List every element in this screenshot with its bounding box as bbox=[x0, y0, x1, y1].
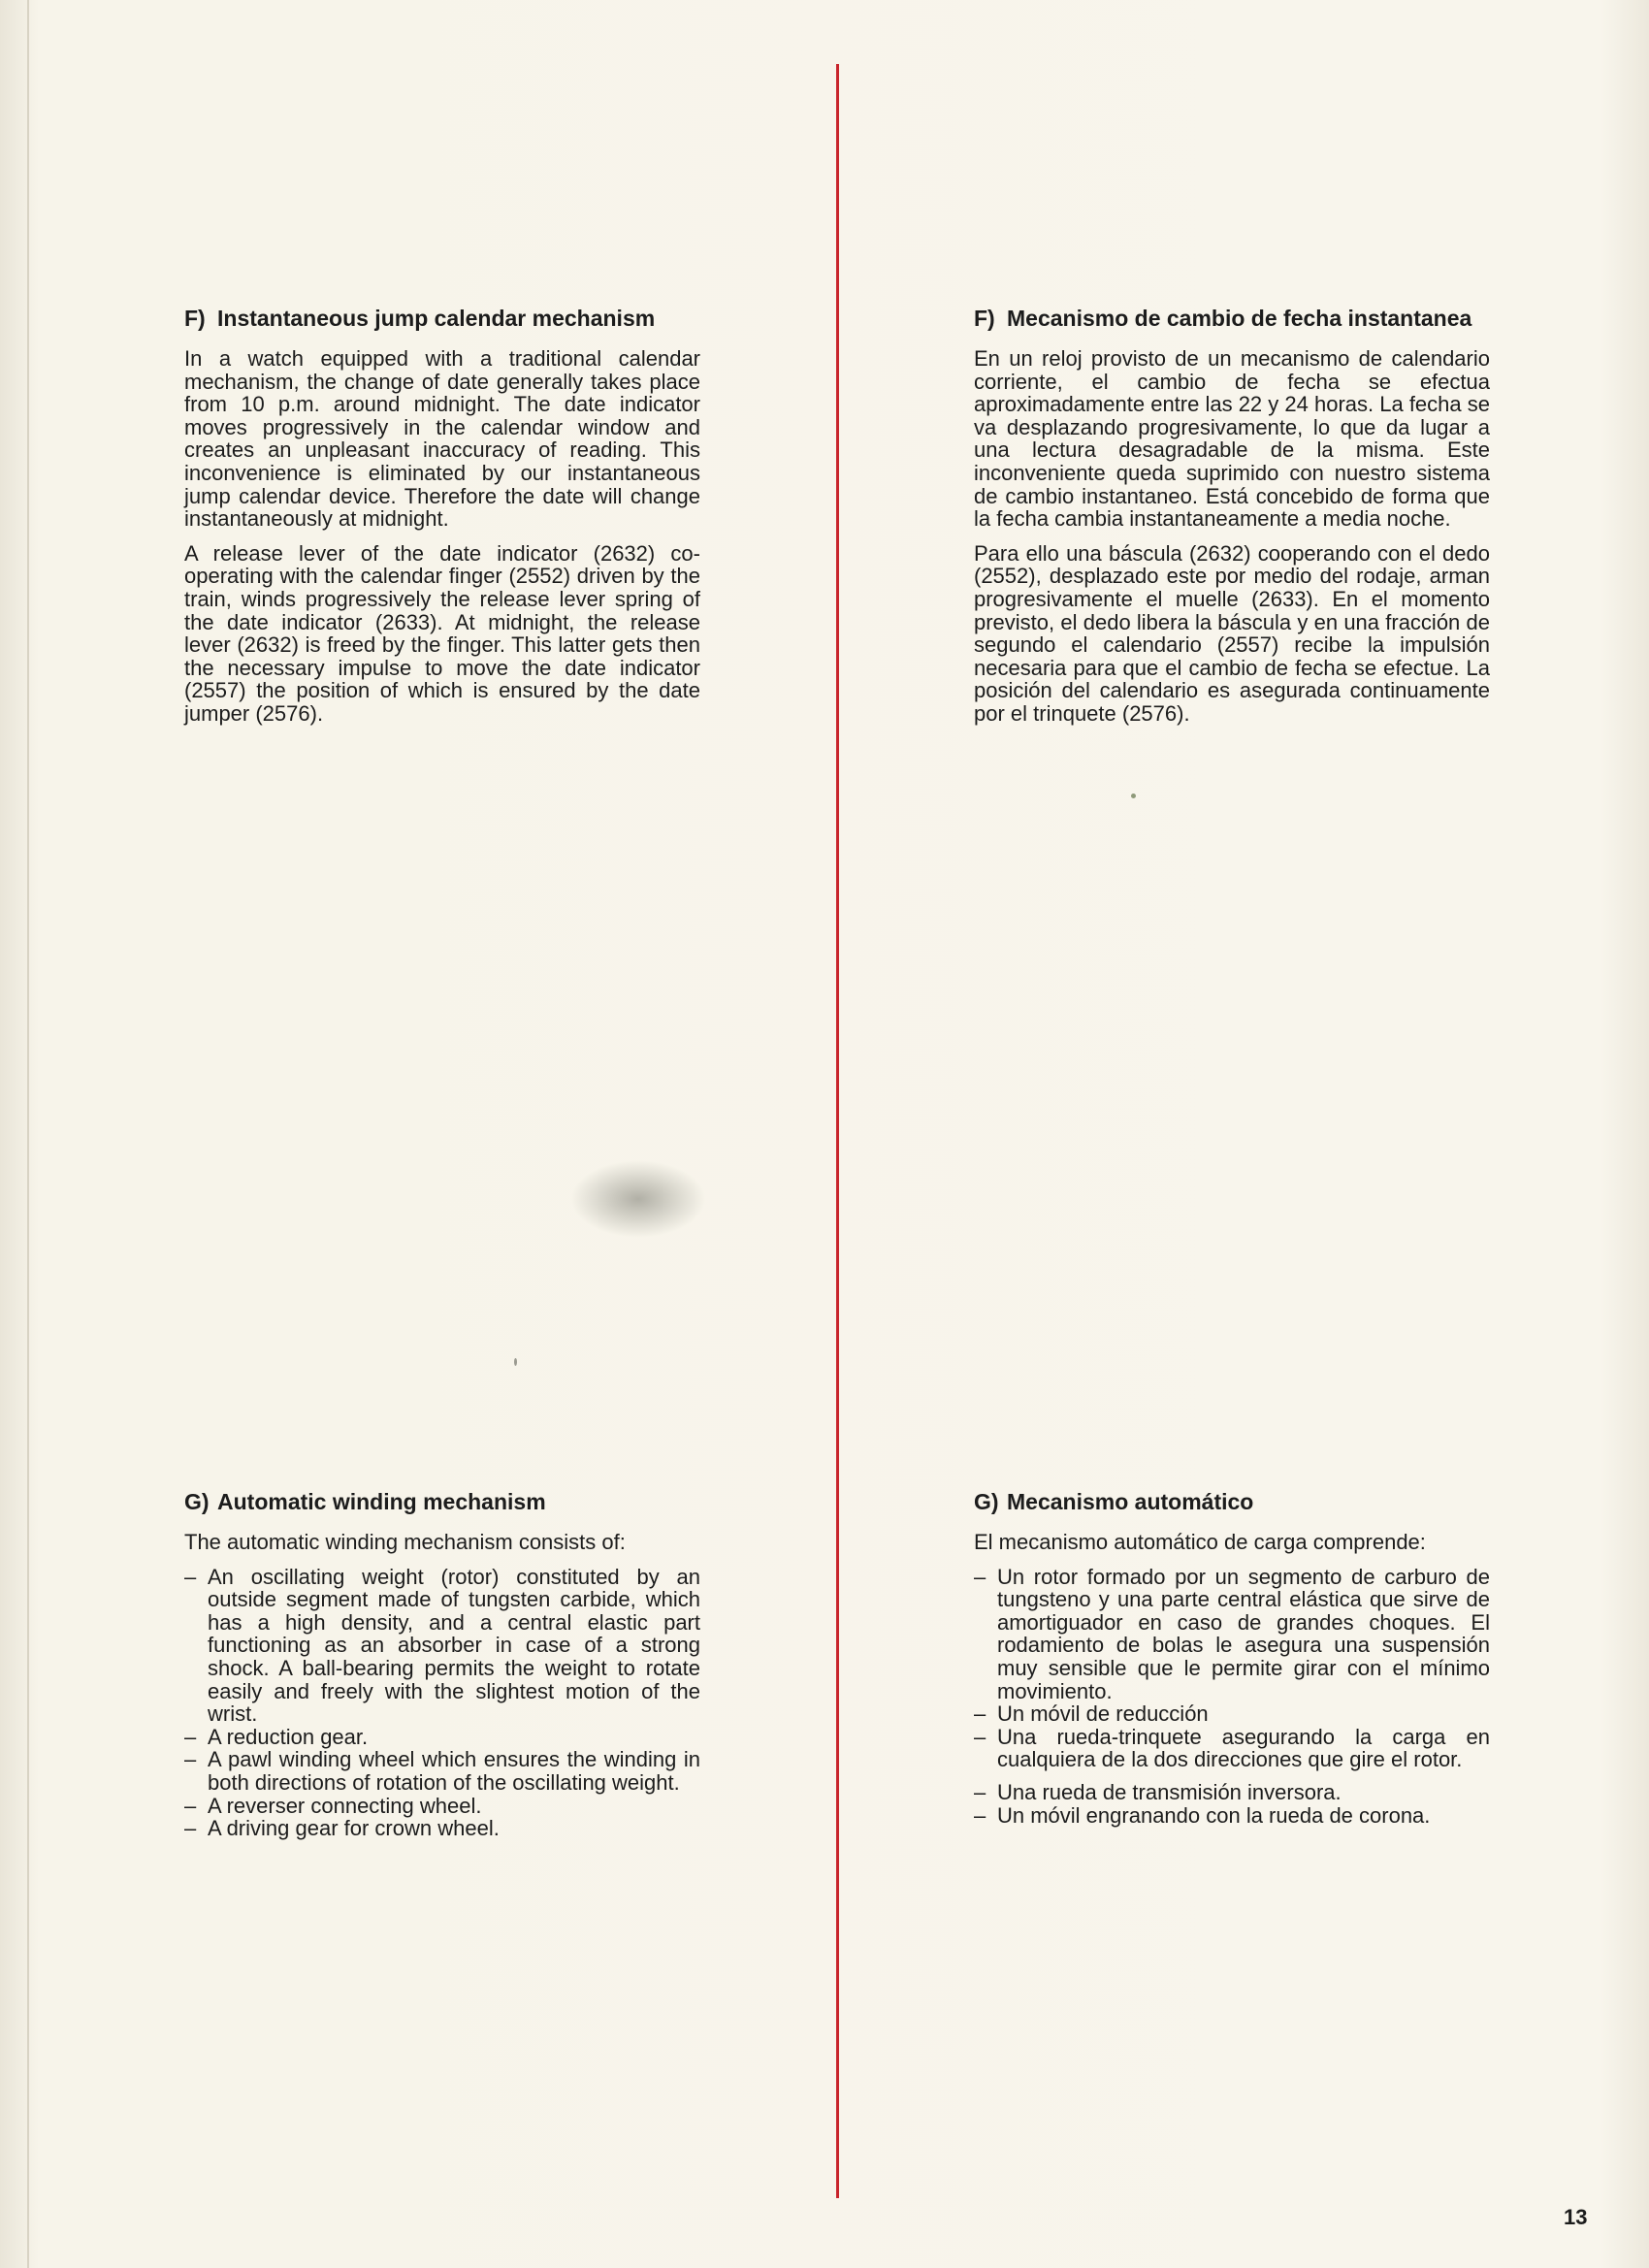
paragraph: In a watch equipped with a traditional calendar mechanism, the change of date generally takes place from 10 p.m. around midnight. The date indicator moves progressively in the calendar window and creates an unpleasant inaccuracy of reading. This inconvenience is eliminated by our instantaneous jump calendar device. Therefore the date will change instantaneously at midnight. bbox=[184, 346, 700, 532]
list-item: – A pawl winding wheel which ensures the winding in both directions of rotation of the oscillating weight. bbox=[184, 1748, 700, 1794]
paper-smudge bbox=[570, 1160, 706, 1238]
section-g-spanish bbox=[974, 1490, 1490, 1827]
section-title: Mecanismo automático bbox=[1007, 1489, 1254, 1514]
section-title: Mecanismo de cambio de fecha instantanea bbox=[1007, 306, 1472, 331]
column-divider bbox=[836, 64, 839, 2198]
list-item: – A driving gear for crown wheel. bbox=[184, 1817, 700, 1840]
section-g-heading-es bbox=[974, 1490, 1490, 1513]
section-g-english bbox=[184, 1490, 700, 1840]
section-letter: G) bbox=[184, 1489, 210, 1514]
section-letter: F) bbox=[974, 306, 995, 331]
page-number: 13 bbox=[1564, 2205, 1588, 2229]
list-item: – A reverser connecting wheel. bbox=[184, 1795, 700, 1818]
section-f-heading-en bbox=[184, 307, 700, 330]
list-intro: The automatic winding mechanism consists of: bbox=[184, 1530, 626, 1554]
paragraph: Para ello una báscula (2632) cooperando con el dedo (2552), desplazado este por medio del rodaje, arman progresivamente el muelle (2633). En el momento previsto, el dedo libera la báscula y en una fracción de segundo el calendario (2557) recibe la impulsión necesaria para que el cambio de fecha se efectue. La posición del calendario es asegurada continuamente por el trinquete (2576). bbox=[974, 540, 1490, 726]
list-item: – An oscillating weight (rotor) constituted by an outside segment made of tungsten carbide, which has a high density, and a central elastic part functioning as an absorber in case of a strong shock. A ball-bearing permits the weight to rotate easily and freely with the slightest motion of the wrist. bbox=[184, 1566, 700, 1726]
paragraph: A release lever of the date indicator (2632) co-operating with the calendar finger (2552) driven by the train, winds progressively the release lever spring of the date indicator (2633). At midnight, the release lever (2632) is freed by the finger. This latter gets then the necessary impulse to move the date indicator (2557) the position of which is ensured by the date jumper (2576). bbox=[184, 540, 700, 726]
binding-edge bbox=[27, 0, 29, 2268]
section-title: Automatic winding mechanism bbox=[217, 1489, 546, 1514]
paragraph: En un reloj provisto de un mecanismo de calendario corriente, el cambio de fecha se efectua aproximadamente entre las 22 y 24 horas. La fecha se va desplazando progresivamente, lo que da lugar a una lectura desagradable de la misma. Este inconveniente queda suprimido con nuestro sistema de cambio instantaneo. Está concebido de forma que la fecha cambia instantaneamente a media noche. bbox=[974, 346, 1490, 532]
section-f-english bbox=[184, 307, 700, 737]
component-list bbox=[974, 1566, 1490, 1828]
paper-speck bbox=[514, 1358, 517, 1366]
list-item: – Un rotor formado por un segmento de carburo de tungsteno y una parte central elástica que sirve de amortiguador en caso de grandes choques. El rodamiento de bolas le asegura una suspensión muy sensible que le permite girar con el mínimo movimiento. bbox=[974, 1566, 1490, 1703]
section-letter: G) bbox=[974, 1489, 999, 1514]
section-title: Instantaneous jump calendar mechanism bbox=[217, 306, 656, 331]
section-g-heading-en bbox=[184, 1490, 700, 1513]
list-item: – Una rueda-trinquete asegurando la carga en cualquiera de la dos direcciones que gire el rotor. bbox=[974, 1726, 1490, 1771]
section-letter: F) bbox=[184, 306, 206, 331]
component-list bbox=[184, 1566, 700, 1840]
list-item: – A reduction gear. bbox=[184, 1726, 700, 1749]
section-f-spanish bbox=[974, 307, 1490, 737]
list-intro: El mecanismo automático de carga comprende: bbox=[974, 1530, 1426, 1554]
section-f-heading-es bbox=[974, 307, 1490, 330]
list-item: – Un móvil engranando con la rueda de corona. bbox=[974, 1804, 1490, 1828]
list-item: – Un móvil de reducción bbox=[974, 1702, 1490, 1726]
paper-speck bbox=[1131, 794, 1136, 798]
list-item: – Una rueda de transmisión inversora. bbox=[974, 1781, 1490, 1804]
